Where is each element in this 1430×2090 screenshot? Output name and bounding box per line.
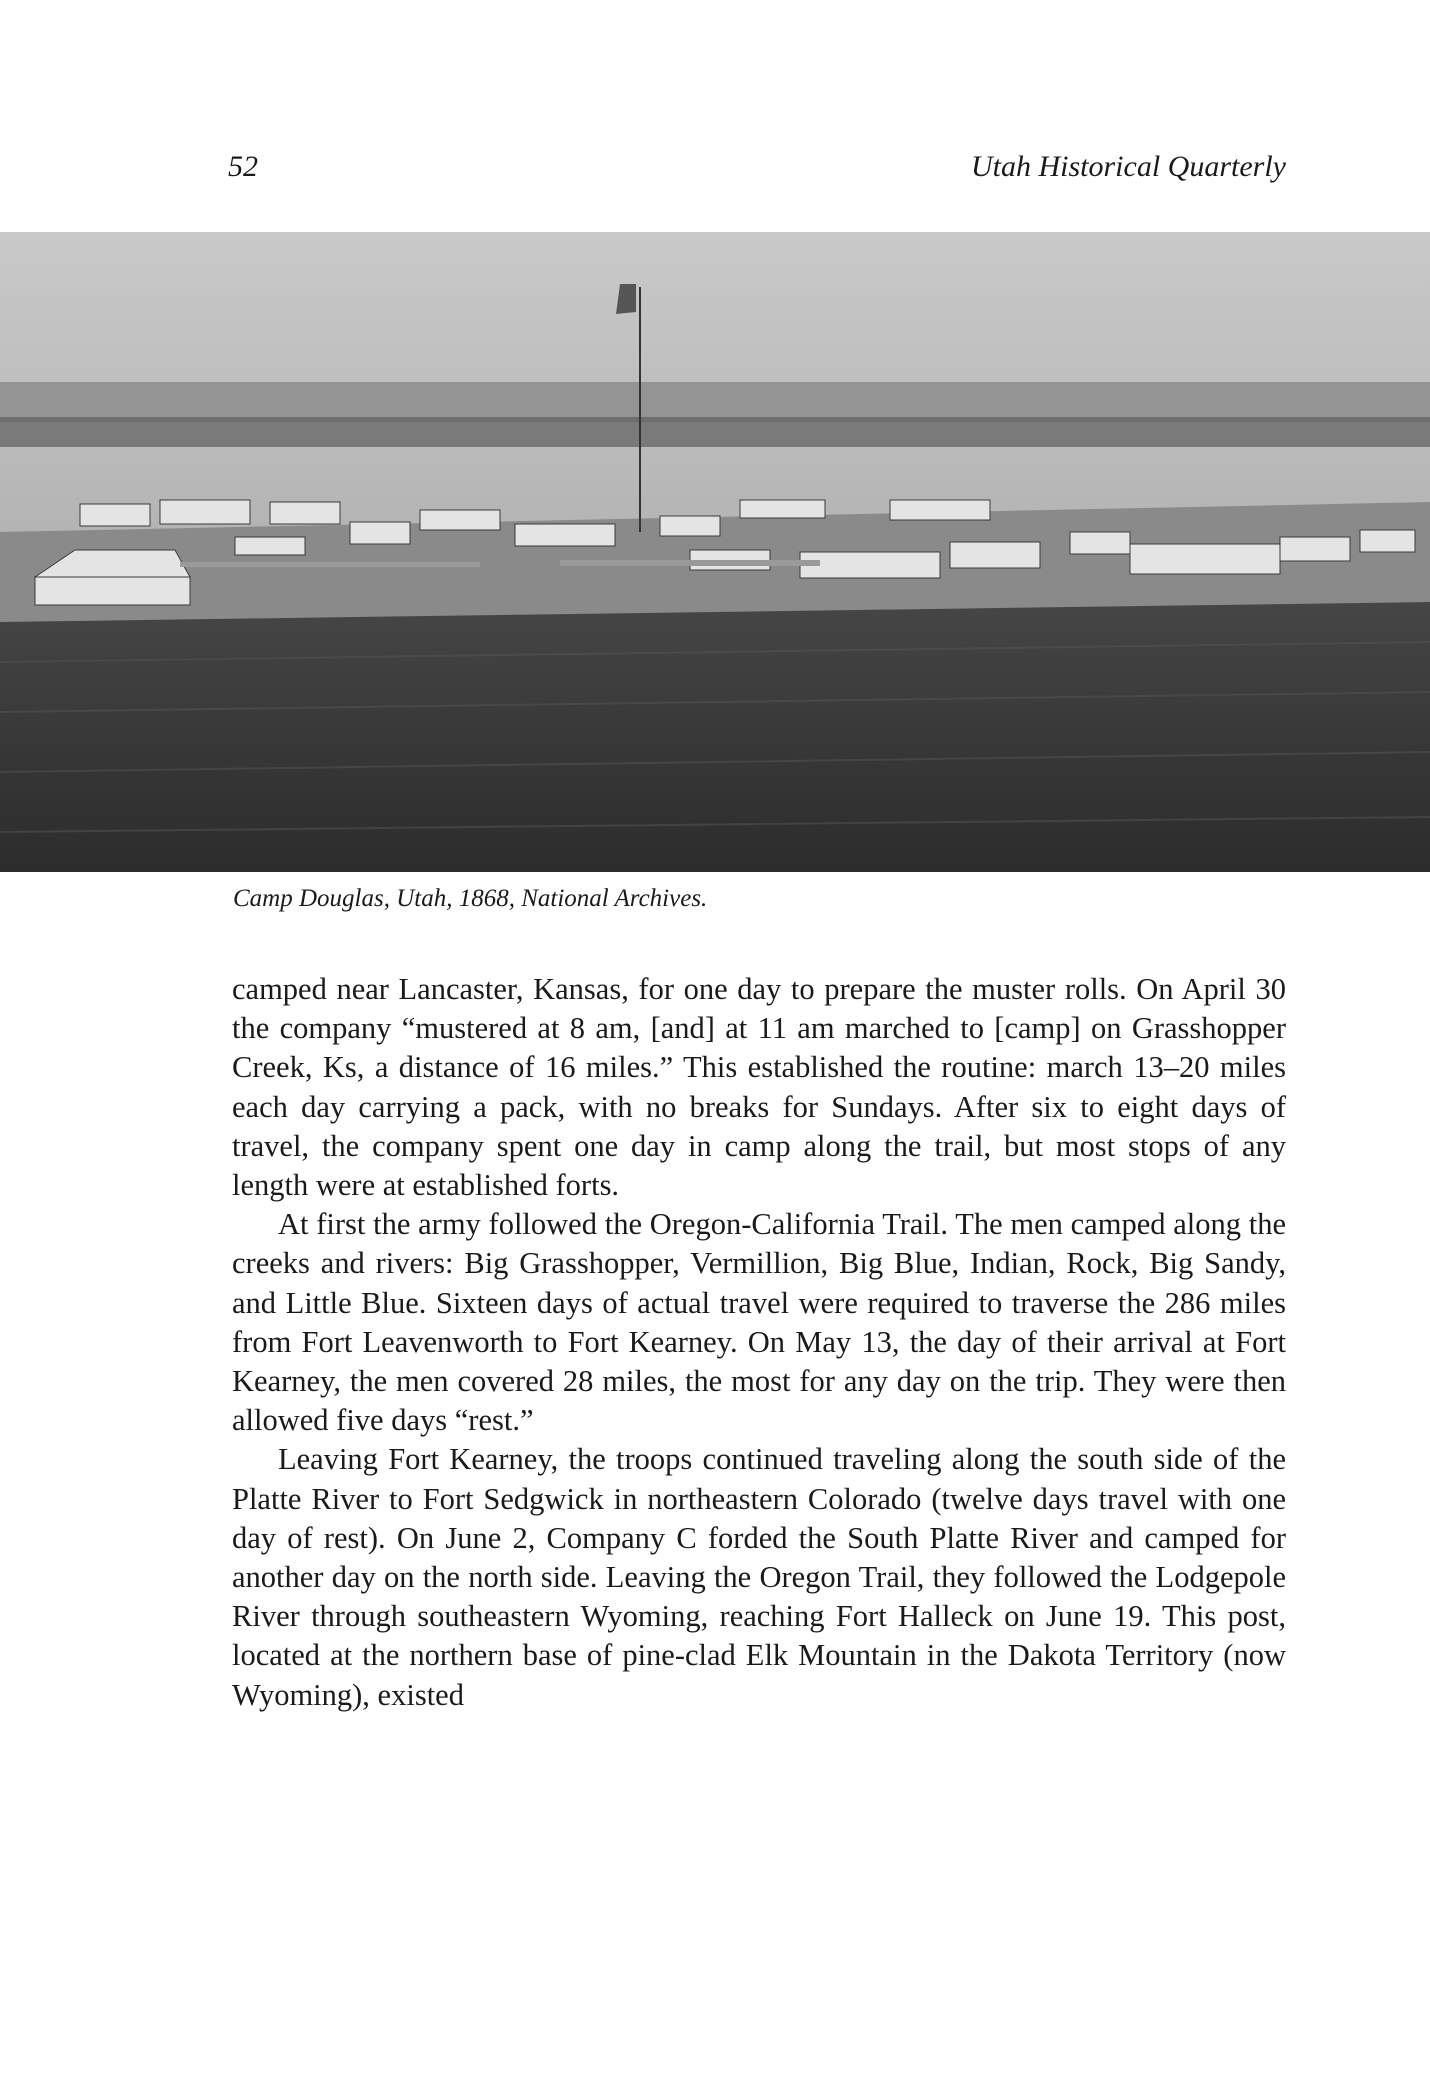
historical-photograph <box>0 232 1430 872</box>
paragraph: Leaving Fort Kearney, the troops continued traveling along the south side of the Platte River to Fort Sedgwick in northeastern Colorado (twelve days travel with one day of rest). On June 2, Company C forded the South Platte River and camped for another day on the north side. Leaving the Oregon Trail, they followed the Lodgepole River through southeastern Wyoming, reaching Fort Halleck on June 19. This post, located at the northern base of pine-clad Elk Mountain in the Dakota Territory (now Wyoming), existed <box>232 1442 1286 1712</box>
running-header <box>228 150 1286 200</box>
paragraph: At first the army followed the Oregon-California Trail. The men camped along the creeks and rivers: Big Grasshopper, Vermillion, Big Blue, Indian, Rock, Big Sandy, and Little Blue. Sixteen days of actual travel were required to traverse the 286 miles from Fort Leavenworth to Fort Kearney. On May 13, the day of their arrival at Fort Kearney, the men covered 28 miles, the most for any day on the trip. They were then allowed five days “rest.” <box>232 1207 1286 1438</box>
figure-caption: Camp Douglas, Utah, 1868, National Archives. <box>233 885 708 912</box>
paragraph: camped near Lancaster, Kansas, for one day to prepare the muster rolls. On April 30 the company “mustered at 8 am, [and] at 11 am marched to [camp] on Grasshopper Creek, Ks, a distance of 16 miles.” This established the routine: march 13–20 miles each day carrying a pack, with no breaks for Sundays. After six to eight days of travel, the company spent one day in camp along the trail, but most stops of any length were at established forts. <box>232 972 1286 1203</box>
page-number: 52 <box>228 150 258 183</box>
article-body <box>232 970 1286 1715</box>
journal-title: Utah Historical Quarterly <box>971 150 1286 183</box>
